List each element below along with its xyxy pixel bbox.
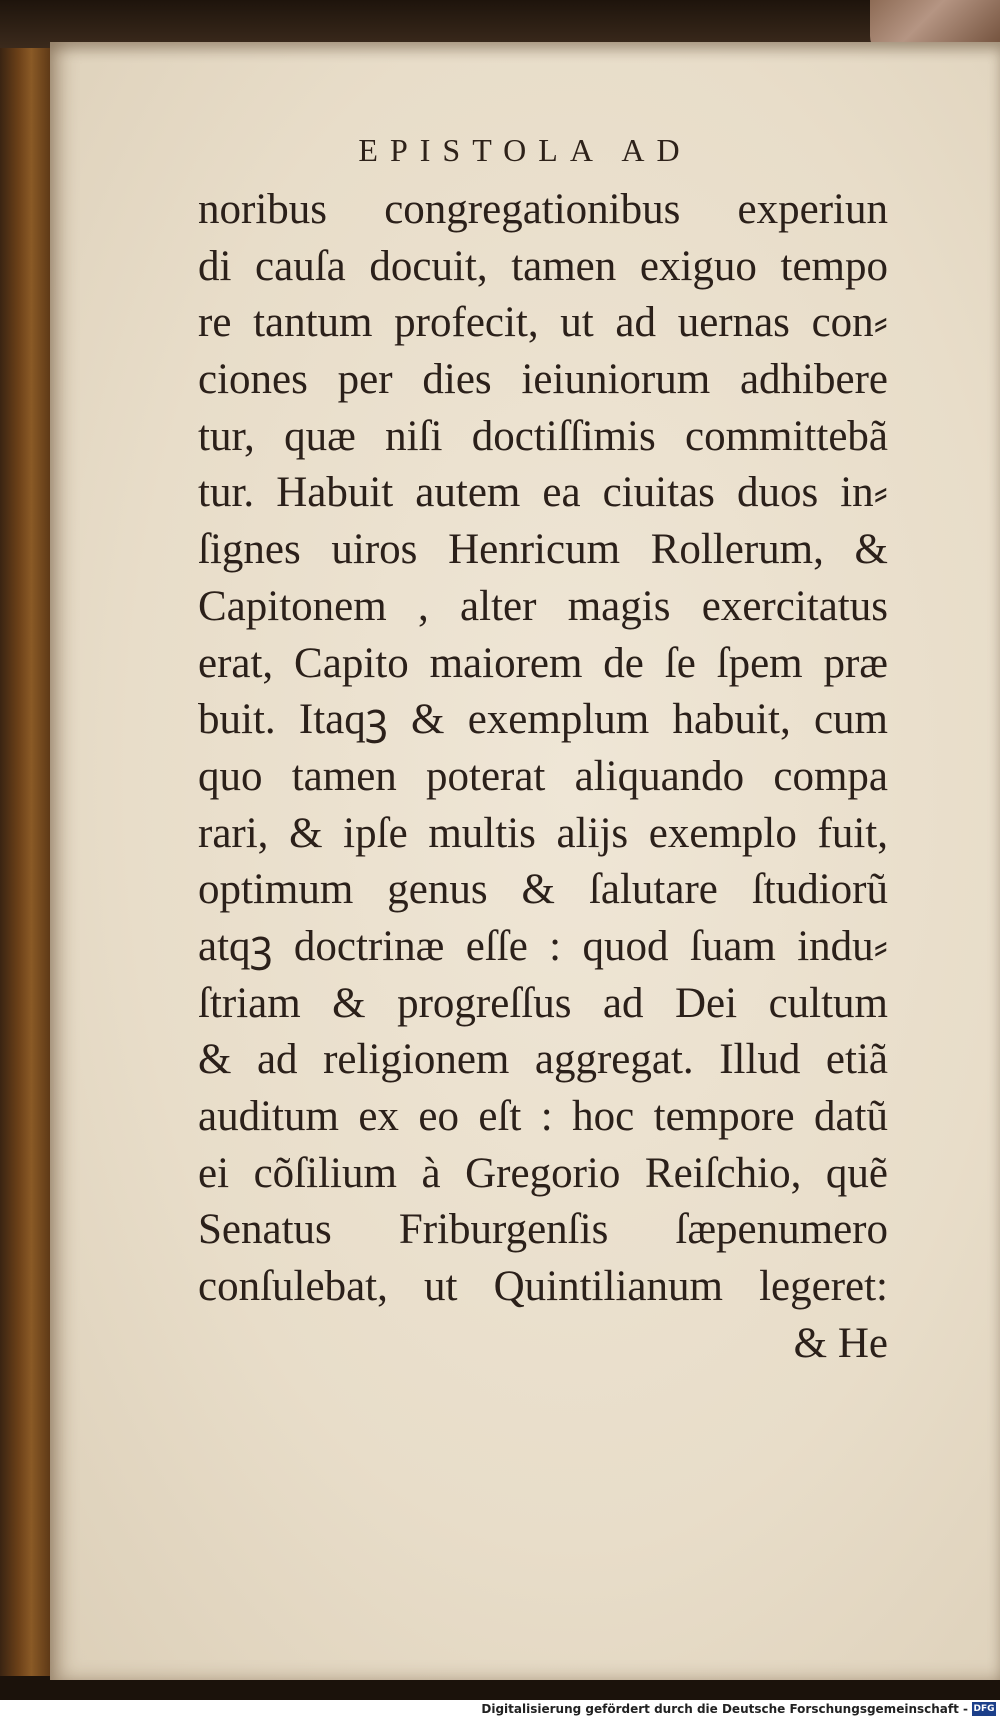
- book-page: [50, 42, 1000, 1680]
- text-line: auditum ex eo eſt : hoc tempore datũ: [198, 1093, 888, 1140]
- text-line: di cauſa docuit, tamen exiguo tempo: [198, 242, 888, 290]
- dfg-logo: DFG: [973, 1704, 995, 1714]
- text-block: [198, 182, 888, 1372]
- footer-credit: Digitalisierung gefördert durch die Deutsche Forschungsgemeinschaft -: [481, 1702, 968, 1716]
- text-line: & ad religionem aggregat. Illud etiã: [198, 1036, 888, 1084]
- text-line: buit. Itaqꝫ & exemplum habuit, cum: [198, 696, 888, 744]
- text-line: Senatus Friburgenſis ſæpenumero: [198, 1206, 888, 1254]
- text-line: conſulebat, ut Quintilianum legeret:: [198, 1263, 888, 1311]
- text-line: ciones per dies ieiuniorum adhibere: [198, 356, 888, 404]
- text-line: rari, & ipſe multis alijs exemplo fuit,: [198, 809, 888, 857]
- book-top-edge: [0, 0, 1000, 48]
- text-line: erat, Capito maiorem de ſe ſpem præ: [198, 639, 888, 687]
- text-line: atqꝫ doctrinæ eſſe : quod ſuam indu⸗: [198, 922, 888, 970]
- text-line: quo tamen poterat aliquando compa: [198, 752, 888, 800]
- text-line: ſignes uiros Henricum Rollerum, &: [198, 526, 888, 574]
- text-line: optimum genus & ſalutare ſtudiorũ: [198, 866, 888, 914]
- footer-bar: [0, 1700, 1000, 1720]
- text-line: Capitonem , alter magis exercitatus: [198, 582, 888, 630]
- catchword: & He: [793, 1319, 888, 1367]
- text-line: tur. Habuit autem ea ciuitas duos in⸗: [198, 469, 888, 517]
- book-spine: [0, 0, 52, 1720]
- text-line: noribus congregationibus experiun: [198, 186, 888, 233]
- text-line: ſtriam & progreſſus ad Dei cultum: [198, 979, 888, 1027]
- text-line: tur, quæ niſi doctiſſimis committebã: [198, 412, 888, 460]
- running-head: EPISTOLA AD: [358, 132, 692, 168]
- text-line: re tantum profecit, ut ad uernas con⸗: [198, 299, 888, 347]
- text-line: ei cõſilium à Gregorio Reiſchio, quẽ: [198, 1149, 888, 1197]
